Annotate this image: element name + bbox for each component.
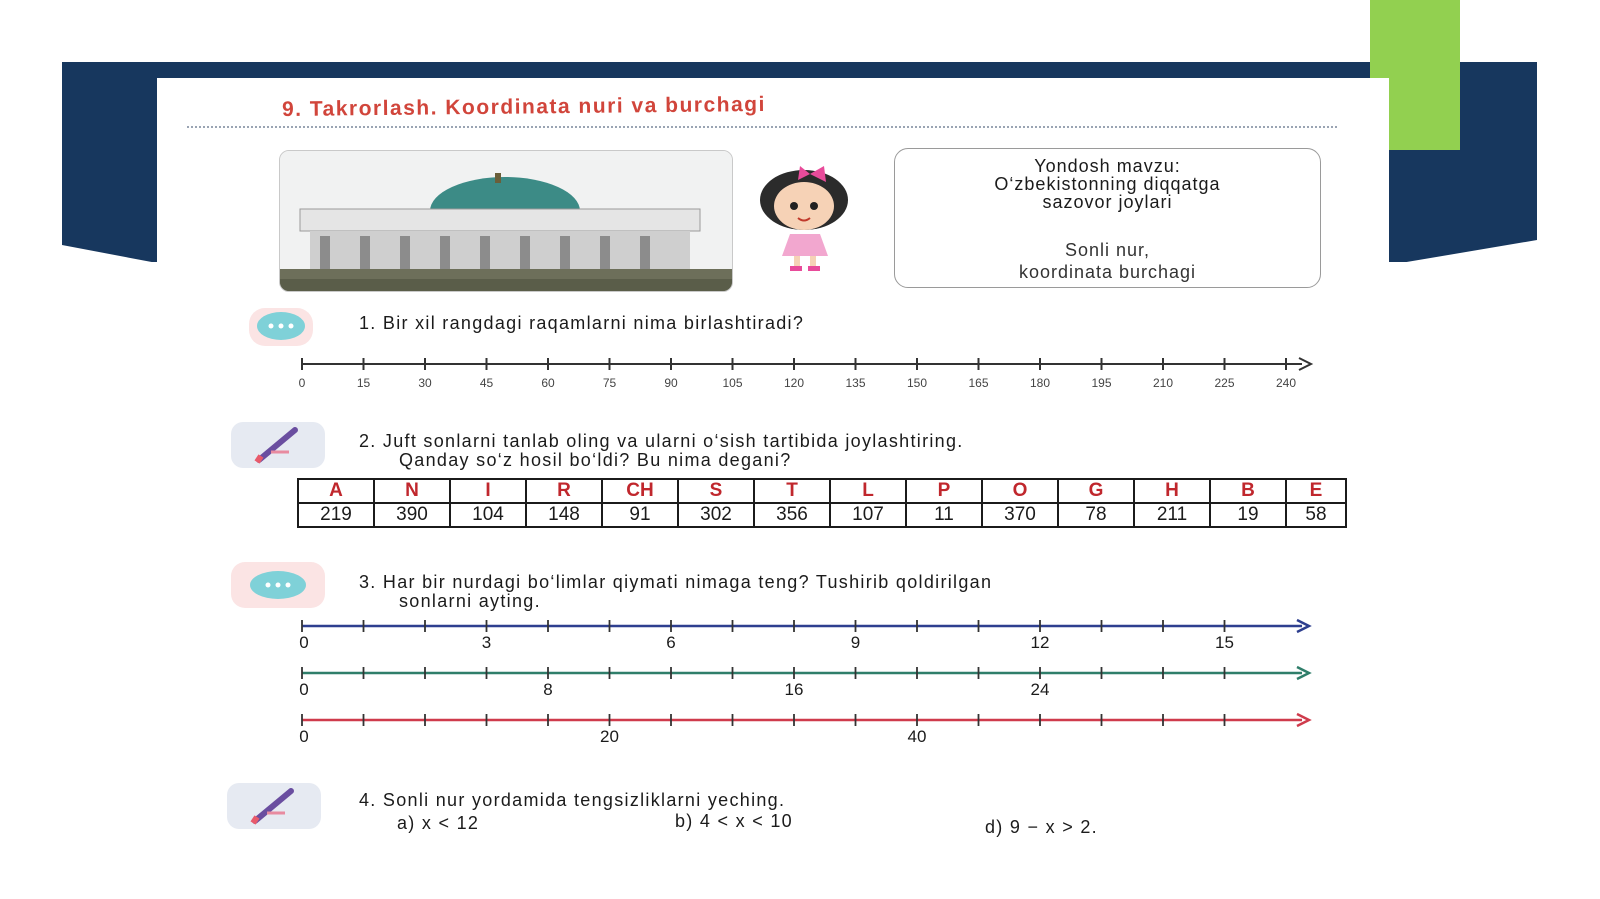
ray-1-tick-label: 105	[722, 376, 743, 390]
number-cell: 219	[298, 503, 374, 527]
letter-cell: O	[982, 479, 1058, 503]
ray-1-tick-label: 0	[298, 376, 306, 390]
letter-cell: CH	[602, 479, 678, 503]
ray-1-tick-label: 15	[356, 376, 371, 390]
number-cell: 11	[906, 503, 982, 527]
ray-tick-label: 40	[907, 727, 927, 746]
ray-tick-label: 15	[1215, 633, 1234, 652]
letters-numbers-table	[297, 478, 1347, 528]
topic-line-2: O‘zbekistonning diqqatga	[994, 174, 1221, 194]
ray-1-tick-label: 45	[479, 376, 494, 390]
girl-character-illustration	[742, 160, 862, 280]
task-4-part-a: a) x < 12	[397, 813, 480, 833]
ray-1-tick-label: 210	[1152, 376, 1174, 390]
ray-1-tick-label: 60	[541, 376, 555, 390]
ray-tick-label: 24	[1030, 680, 1050, 699]
letter-cell: I	[450, 479, 526, 503]
ray-tick-label: 3	[481, 633, 492, 652]
ray-1-tick-label: 120	[783, 376, 805, 390]
task-2-line-2: Qanday so‘z hosil bo‘ldi? Bu nima degani?	[399, 450, 792, 470]
speech-bubble-icon	[231, 562, 295, 606]
numbers-row	[298, 503, 1346, 527]
band-notch-left	[62, 245, 157, 263]
ray-tick-label: 9	[850, 633, 861, 652]
ray-1-tick-label: 180	[1029, 376, 1051, 390]
letter-cell: H	[1134, 479, 1210, 503]
topic-line-1: Yondosh mavzu:	[1034, 156, 1181, 176]
number-rays-3	[297, 614, 1317, 764]
ray-tick-label: 16	[784, 680, 804, 699]
letter-cell: N	[374, 479, 450, 503]
ray-1-tick-label: 225	[1214, 376, 1235, 390]
letter-cell: P	[906, 479, 982, 503]
number-cell: 370	[982, 503, 1058, 527]
ray-1-tick-label: 165	[968, 376, 989, 390]
ray-1-tick-label: 75	[602, 376, 617, 390]
letter-cell: L	[830, 479, 906, 503]
task-3-text	[359, 573, 992, 611]
number-cell: 302	[678, 503, 754, 527]
letter-cell: A	[298, 479, 374, 503]
number-cell: 390	[374, 503, 450, 527]
related-topic-box	[894, 148, 1321, 288]
dotted-divider	[187, 126, 1337, 128]
pencil-icon	[227, 783, 321, 829]
task-4-part-d: d) 9 − x > 2.	[985, 817, 1098, 837]
number-cell: 104	[450, 503, 526, 527]
number-cell: 78	[1058, 503, 1134, 527]
ray-tick-label: 8	[543, 680, 553, 699]
topic-line-4: Sonli nur,	[1064, 240, 1151, 260]
number-cell: 148	[526, 503, 602, 527]
topic-line-5: koordinata burchagi	[1018, 262, 1197, 282]
ray-tick-label: 20	[600, 727, 619, 746]
ray-tick-label: 0	[299, 633, 309, 652]
band-notch-right	[1389, 240, 1537, 265]
pencil-icon	[231, 422, 325, 468]
ray-1-tick-label: 90	[664, 376, 678, 390]
letter-cell: R	[526, 479, 602, 503]
mosque-photo	[279, 150, 733, 292]
topic-line-3: sazovor joylari	[1042, 192, 1173, 212]
task-2-line-1: 2. Juft sonlarni tanlab oling va ularni o‘sish tartibida joylashtiring.	[359, 431, 964, 451]
letters-row	[298, 479, 1346, 503]
ray-1-tick-label: 150	[906, 376, 928, 390]
ray-1-tick-label: 30	[418, 376, 432, 390]
ray-tick-label: 0	[299, 680, 309, 699]
letter-cell: S	[678, 479, 754, 503]
lesson-heading: 9. Takrorlash. Koordinata nuri va burchagi	[281, 92, 766, 121]
ray-1-tick-label: 135	[845, 376, 866, 390]
ray-tick-label: 12	[1030, 633, 1050, 652]
ray-1-tick-label: 240	[1275, 376, 1297, 390]
letter-cell: G	[1058, 479, 1134, 503]
number-cell: 58	[1286, 503, 1346, 527]
letter-cell: E	[1286, 479, 1346, 503]
page-content	[187, 78, 1387, 898]
task-3-line-2: sonlarni ayting.	[399, 591, 541, 611]
number-cell: 19	[1210, 503, 1286, 527]
number-cell: 107	[830, 503, 906, 527]
number-ray-1	[297, 353, 1317, 393]
task-4-part-b: b) 4 < x < 10	[675, 811, 793, 831]
letter-cell: B	[1210, 479, 1286, 503]
number-cell: 356	[754, 503, 830, 527]
number-cell: 91	[602, 503, 678, 527]
task-1-text: 1. Bir xil rangdagi raqamlarni nima birlashtiradi?	[359, 313, 805, 333]
letter-cell: T	[754, 479, 830, 503]
speech-bubble-icon	[249, 304, 313, 348]
textbook-page	[157, 78, 1389, 899]
number-cell: 211	[1134, 503, 1210, 527]
task-3-line-1: 3. Har bir nurdagi bo‘limlar qiymati nimaga teng? Tushirib qoldirilgan	[359, 572, 993, 592]
task-4-text: 4. Sonli nur yordamida tengsizliklarni yeching.	[359, 790, 786, 810]
ray-tick-label: 0	[299, 727, 309, 746]
task-2-text	[359, 432, 964, 470]
ray-tick-label: 6	[666, 633, 676, 652]
ray-1-tick-label: 195	[1091, 376, 1112, 390]
